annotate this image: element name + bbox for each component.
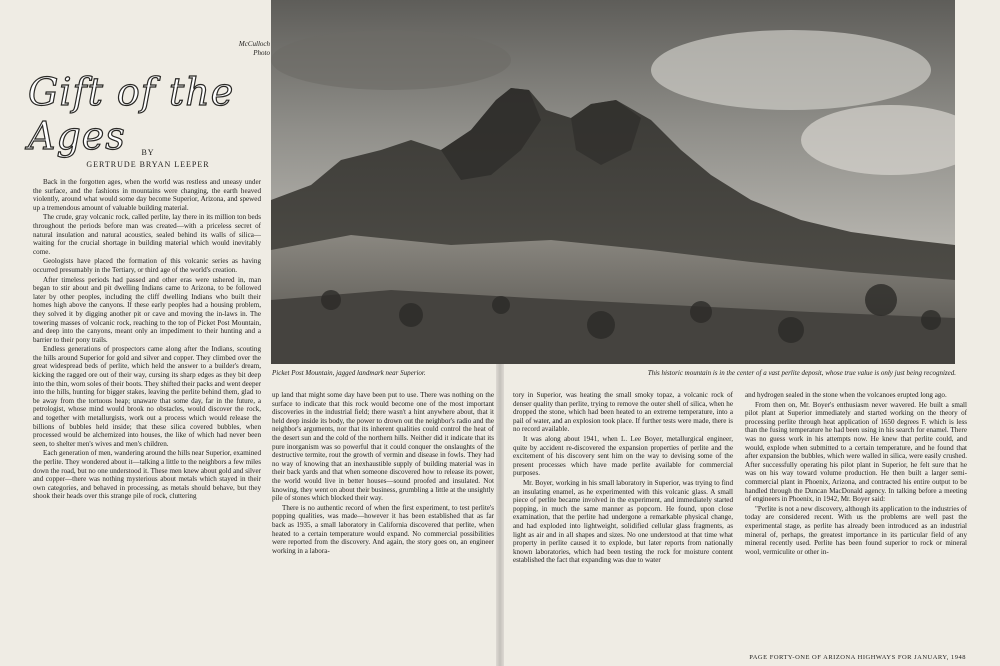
paragraph: Geologists have placed the formation of this volcanic series as having occurred presumably in the Tertiary, or third age of the world's creation.: [33, 257, 261, 274]
mountain-photo: [271, 0, 955, 364]
paragraph: Mr. Boyer, working in his small laboratory in Superior, was trying to find an insulating enamel, as he experimented with this volcanic glass. A small piece of perlite became involved in the experiment, and immediately started popping, in much the same manner as popcorn. He found, upon close examination, that the perlite had undergone a remarkable physical change, and had exploded into lightweight, solidified cellular glass fragments, as light as air and in all shapes and sizes. No one understood at that time what property in perlite caused it to explode, but later reports from nationally known laboratories, which had been testing the rock for moisture content established the fact that expanding was due to water: [513, 478, 733, 565]
paragraph: From then on, Mr. Boyer's enthusiasm never wavered. He built a small pilot plant at Superior immediately and started working on the theory of processing perlite through heat application of 1650 degrees F. which is less than the fusing temperature he had been using in his search for enamel. There was no guess work in his attempts now. He knew that perlite could, and would, explode when submitted to a certain temperature, and he found that after expansion the bubbles, which were walled in silica, were easily crushed. After successfully operating his pilot plant in Superior, he felt sure that he was on his way toward volume production. He then built a larger semi-commercial plant in Phoenix, Arizona, and contracted his entire output to be handled through the Duncan MacDonald agency. In talking before a meeting of engineers in Phoenix, in 1942, Mr. Boyer said:: [745, 400, 967, 504]
text-column-1: [33, 178, 261, 618]
paragraph: "Perlite is not a new discovery, although its application to the industries of today are considered recent. With us the problems are well past the experimental stage, as perlite has already been introduced as an industrial mineral of, perhaps, the greatest importance in its particular field of any mineral recently used. Perlite has been found superior to rock or mineral wool, vermiculite or other in-: [745, 504, 967, 556]
paragraph: It was along about 1941, when L. Lee Boyer, metallurgical engineer, quite by accident re-discovered the expansion properties of perlite and the excitement of his discovery sent him on the way to devising some of the present processes which have made perlite available for commercial purposes.: [513, 434, 733, 478]
paragraph: and hydrogen sealed in the stone when the volcanoes erupted long ago.: [745, 391, 947, 399]
byline-by: BY: [141, 148, 155, 157]
paragraph: Each generation of men, wandering around the hills near Superior, examined the perlite. They wondered about it—talking a little to the neighbors a few miles down the road, but no one understood it. These men knew about gold and silver and copper—there was nothing mysterious about metals which stayed in their own categories, and behaved in processing, as metals should behave, but they shook their heads over this strange pile of rock, cluttering: [33, 449, 261, 501]
paragraph: Back in the forgotten ages, when the world was restless and uneasy under the surface, and the fashions in mountains were changing, the earth heaved violently, around what would some day become Superior, Arizona, and spewed up a tremendous amount of valuable building material.: [33, 178, 261, 212]
text-column-4: [745, 391, 967, 619]
paragraph: Endless generations of prospectors came along after the Indians, scouting the hills around Superior for gold and silver and copper. They climbed over the great widespread beds of perlite, which held the answer to a builder's dream, kicking the ragged ore out of their way, cursing its sharp edges as they bit deep into the thin, worn soles of their boots. They shifted their packs and went deeper into the hills, hunting for bigger stakes, leaving the perlite behind them, glad to be away from the tortuous heap; unaware that some day, far in the future, a petrologist, whose mind would brook no obstacles, would discover the rock, and together with metallurgists, work out a process which would release the billions of bubbles held inside; that these silica covered bubbles, when processed would be alchemized into houses, the like of which had never been seen, to shelter men's wives and men's children.: [33, 345, 261, 448]
photo-caption-right: This historic mountain is in the center of a vast perlite deposit, whose true value is only just being recognized.: [647, 369, 956, 377]
paragraph: There is no authentic record of when the first experiment, to test perlite's popping qualities, was made—however it has been established that as far back as 1935, a small laboratory in California discovered that perlite, when heated to a certain temperature would expand. No commercial possibilities were reported from the discovery. And again, the story goes on, an engineer working in a labora-: [272, 503, 494, 555]
paragraph: up land that might some day have been put to use. There was nothing on the surface to indicate that this rock would become one of the most important discoveries in the industrial field; there wasn't a hint anywhere about, that it held deep inside its body, the power to drown out the neighbor's radio and the neighbor's arguments, nor that its inherent qualities could control the heat of the desert sun and the cold of the northern hills. Neither did it indicate that its pure inorganism was so powerful that it could conquer the onslaughts of the destructive termite, rout the growth of vermin and disease in fowls. They had no way of knowing that an inexhaustible supply of building material was in their back yards and that when someone discovered how to release its power, the world would live in better houses—sound proofed and insulated. Not knowing, they went on about their business, grumbling a little at the unsightly pile of stones which blocked their way.: [272, 391, 494, 503]
paragraph: After timeless periods had passed and other eras were ushered in, man began to stir about and pit dwelling Indians came to Arizona, to be followed later by other peoples, including the cliff dwelling Indians who built their homes high above the canyons. If these early peoples had a housing problem, they solved it by digging another pit or cave and moving the in-laws in. The towering masses of volcanic rock, reaching to the top of Picket Post Mountain, and deep into the canyons, meant only an impediment to their hunting and a barrier to their pony trails.: [33, 275, 261, 344]
photo-caption-left: Picket Post Mountain, jagged landmark near Superior.: [272, 369, 426, 377]
text-column-2: [272, 391, 494, 619]
paragraph: The crude, gray volcanic rock, called perlite, lay there in its million ton beds throughout the periods before man was created—with a priceless secret of natural insulation and natural acoustics, sealed behind its walls of silica—waiting for the crucial shortage in building material which would inevitably come.: [33, 213, 261, 256]
paragraph: tory in Superior, was heating the small smoky topaz, a volcanic rock of denser quality than perlite, trying to remove the outer shell of silica, when he dropped the stone, which had been heated to an extreme temperature, into a pail of water, and an explosion took place. If further tests were made, there is no record available.: [513, 391, 733, 434]
mountain-photo-graphic: [271, 0, 955, 364]
text-column-3: [513, 391, 733, 619]
byline-author: GERTRUDE BRYAN LEEPER: [86, 160, 210, 169]
photo-credit: McCulloch Photo: [238, 40, 270, 57]
article-title: Gift of the Ages: [28, 70, 235, 158]
page-footer: PAGE FORTY-ONE OF ARIZONA HIGHWAYS FOR JANUARY, 1948: [749, 654, 966, 661]
